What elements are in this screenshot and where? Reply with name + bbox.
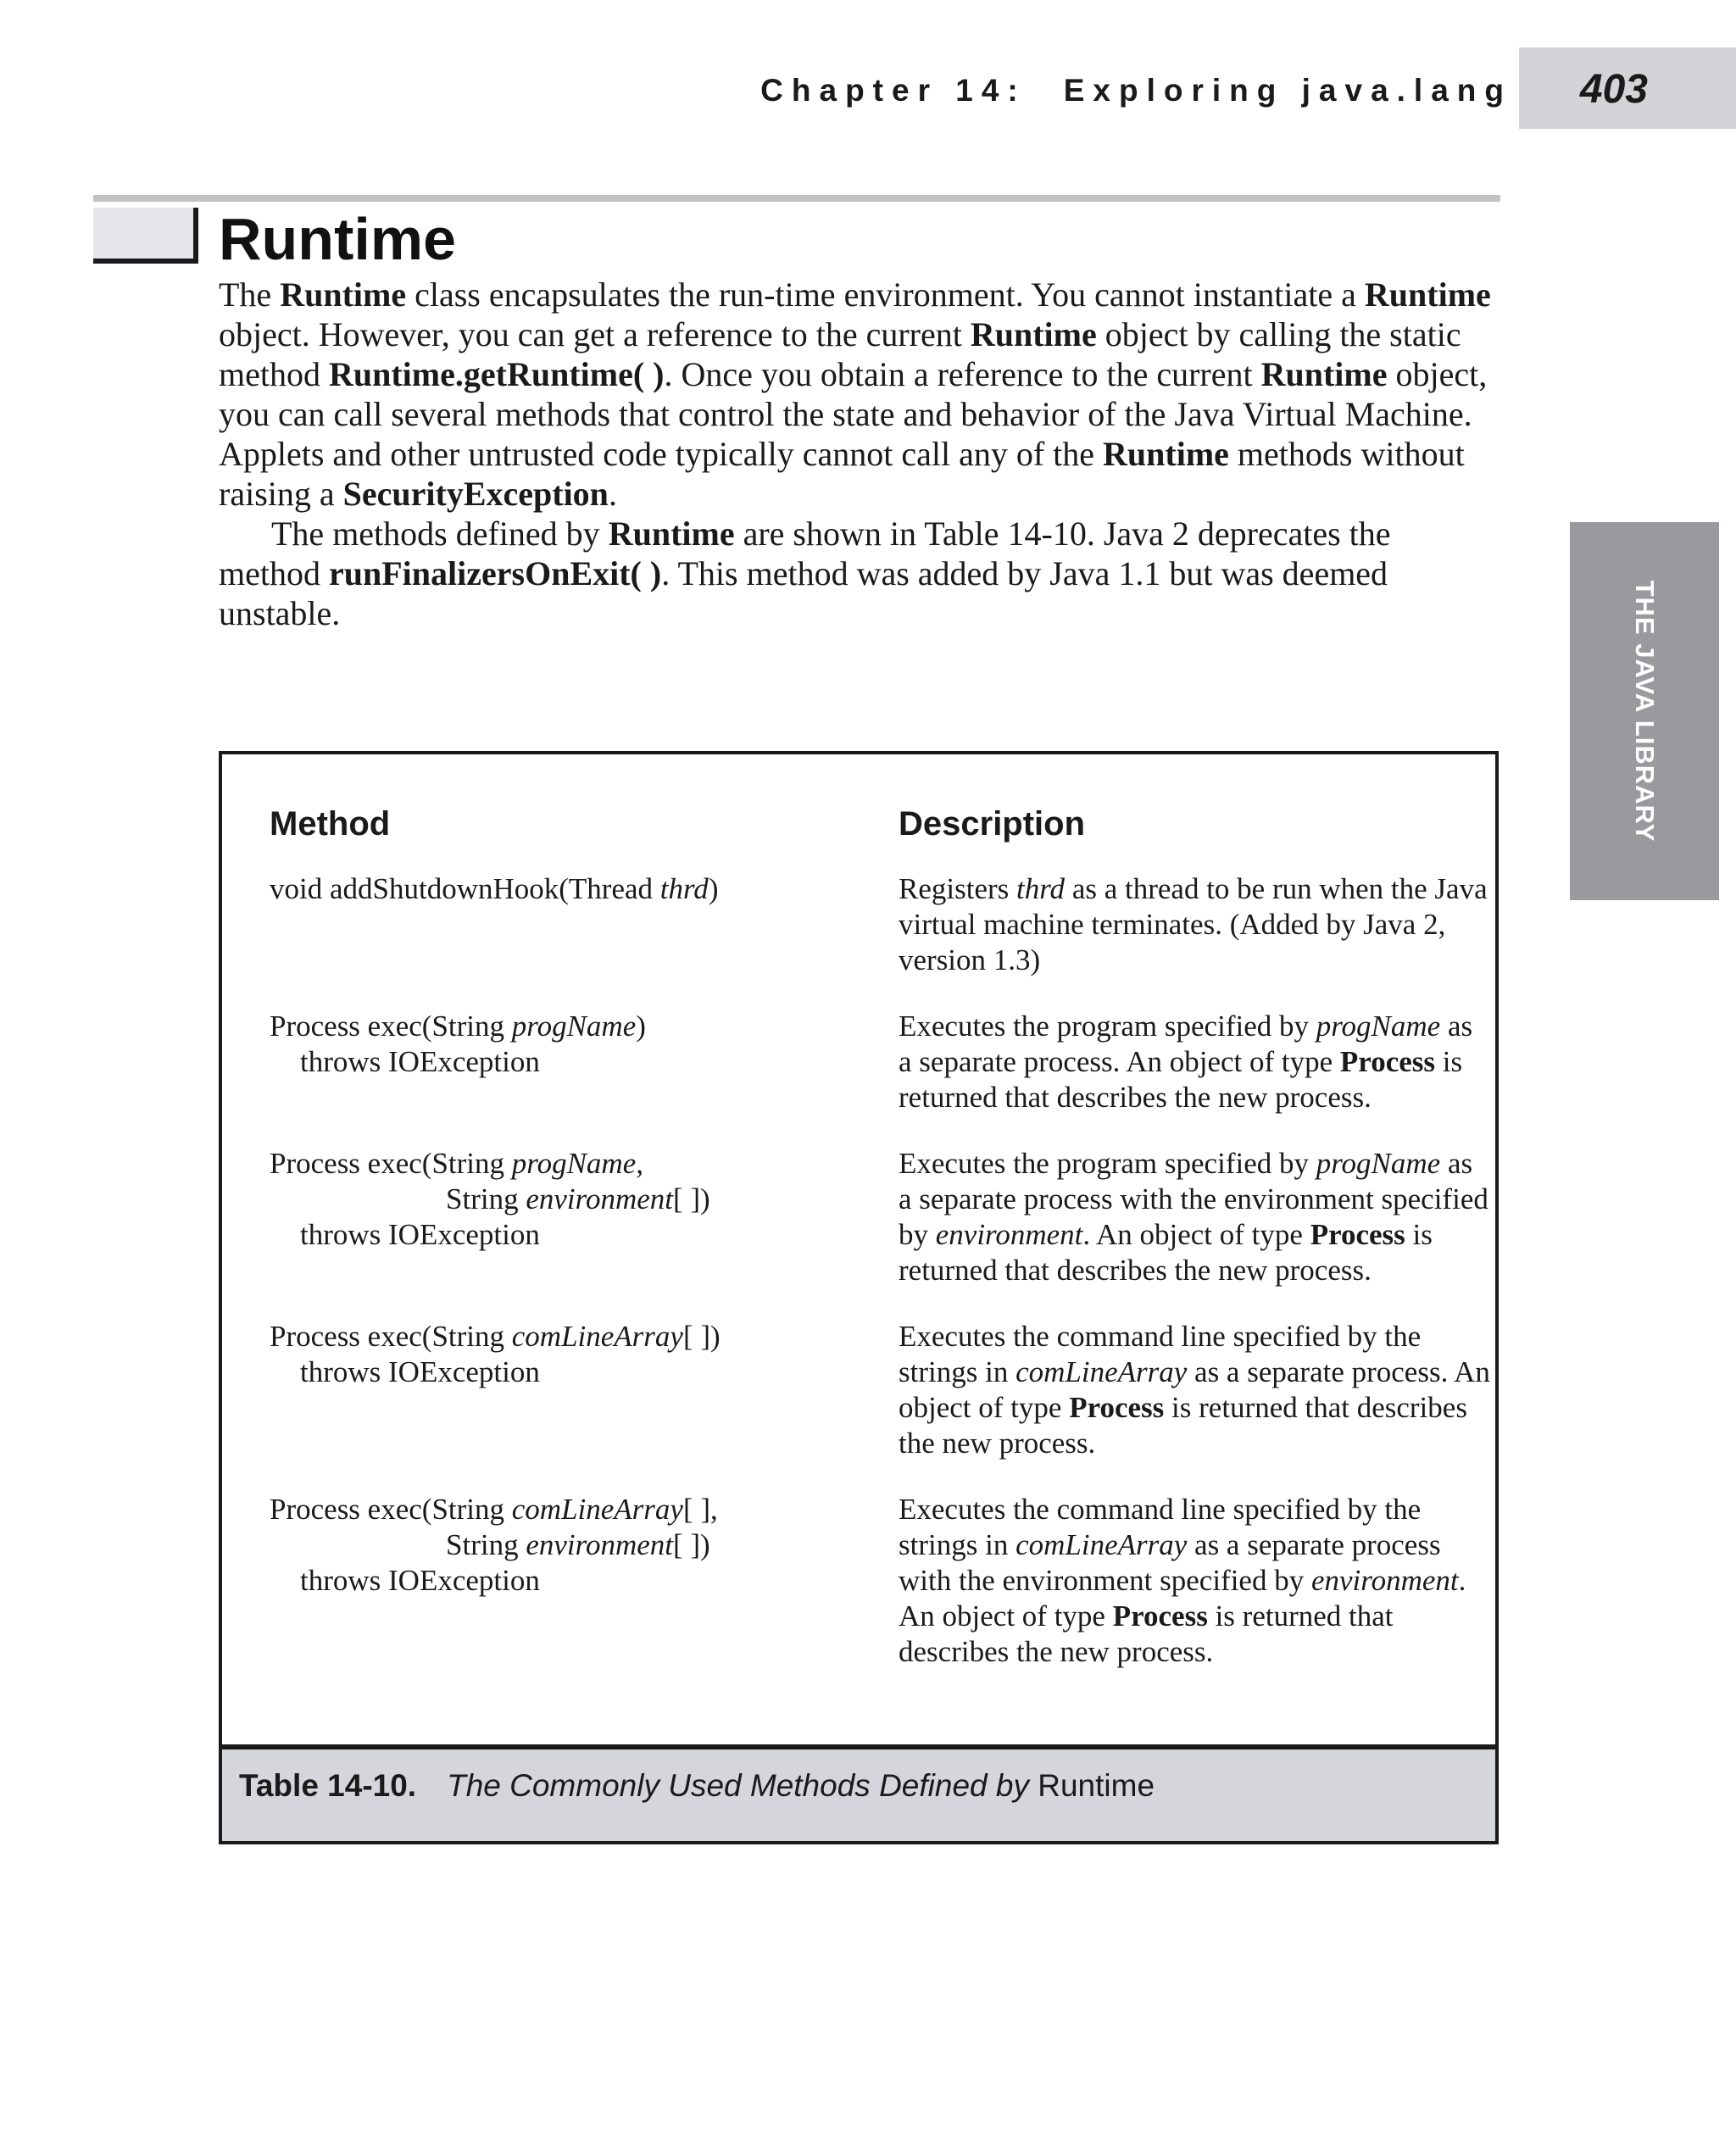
text-run: . This method was added by Java 1.1 but was deemed unstable. <box>219 554 1388 632</box>
running-head <box>760 73 1512 108</box>
italic-term: progName <box>1316 1010 1441 1043</box>
bold-term: Runtime.getRuntime( ) <box>328 355 665 393</box>
text-run: Executes the program specified by <box>899 1147 1316 1180</box>
text-run: as a separate process with the environment specified by <box>899 1528 1441 1597</box>
method-line <box>270 1527 863 1563</box>
text-run: . <box>608 475 617 513</box>
method-line <box>270 1146 863 1182</box>
table-header <box>270 805 1461 843</box>
table-row <box>270 1009 1473 1115</box>
text-run: The methods defined by <box>271 515 609 553</box>
chapter-title: Exploring java.lang <box>1063 73 1512 108</box>
text-run: . An object of type <box>899 1564 1466 1633</box>
text-run: . Once you obtain a reference to the current <box>664 355 1261 393</box>
text-run: Process exec(String <box>270 1010 512 1043</box>
paragraph <box>219 275 1499 514</box>
text-run: Process exec(String <box>270 1493 512 1526</box>
bold-term: Process <box>1310 1218 1405 1251</box>
text-run: class encapsulates the run-time environment. You cannot instantiate a <box>406 275 1365 314</box>
method-signature <box>270 1009 863 1080</box>
method-line <box>270 1182 863 1217</box>
section-title: Runtime <box>219 206 456 272</box>
italic-term: comLineArray <box>1015 1355 1188 1388</box>
method-line <box>270 1319 863 1354</box>
side-tab <box>1570 522 1719 900</box>
text-run: as a separate process with the environment specified by <box>899 1147 1488 1251</box>
italic-term: progName <box>511 1010 637 1043</box>
bold-term: Runtime <box>1364 275 1491 314</box>
method-line <box>270 1009 863 1044</box>
section-rule <box>93 195 1500 202</box>
text-run: . An object of type <box>1082 1218 1310 1251</box>
section-marker-icon <box>93 208 198 264</box>
bold-term: Runtime <box>970 315 1097 353</box>
text-run: throws IOException <box>300 1045 540 1078</box>
text-run: , <box>636 1147 643 1180</box>
caption-title: The Commonly Used Methods Defined by <box>447 1768 1029 1803</box>
text-run: object. However, you can get a reference to the current <box>219 315 971 353</box>
text-run: are shown in Table 14-10. Java 2 deprecates the method <box>219 515 1391 592</box>
text-run: The <box>219 275 281 314</box>
italic-term: environment <box>935 1218 1083 1251</box>
text-run: ) <box>708 872 719 905</box>
body-text <box>219 275 1499 633</box>
table-row <box>270 1319 1490 1461</box>
italic-term: progName <box>511 1147 637 1180</box>
method-line <box>270 1217 863 1253</box>
text-run: void addShutdownHook(Thread <box>270 872 660 905</box>
italic-term: environment <box>526 1528 673 1561</box>
text-run: throws IOException <box>300 1355 540 1388</box>
text-run: [ ]) <box>682 1320 721 1353</box>
bold-term: Process <box>1112 1599 1208 1633</box>
text-run: as a separate process. An object of type <box>899 1355 1490 1424</box>
table-row <box>270 1492 1466 1670</box>
method-line <box>270 871 863 907</box>
text-run: methods without raising a <box>219 435 1465 513</box>
method-signature <box>270 1319 863 1390</box>
method-description <box>899 1146 1492 1288</box>
text-run: throws IOException <box>300 1564 540 1597</box>
text-run: Executes the command line specified by the strings in <box>899 1320 1422 1388</box>
italic-term: environment <box>1310 1564 1459 1597</box>
text-run: is returned that describes the new process. <box>899 1218 1433 1287</box>
italic-term: thrd <box>659 872 709 905</box>
text-run: is returned that describes the new process. <box>899 1391 1467 1460</box>
bold-term: SecurityException <box>342 475 609 513</box>
text-run: Registers <box>899 872 1017 905</box>
text-run: object by calling the static method <box>219 315 1461 393</box>
bold-term: runFinalizersOnExit( ) <box>328 554 662 592</box>
table-row <box>270 871 1488 978</box>
italic-term: comLineArray <box>1015 1528 1188 1561</box>
method-description <box>899 1492 1492 1670</box>
text-run: is returned that describes the new process. <box>899 1599 1394 1668</box>
method-line <box>270 1354 863 1390</box>
side-tab-label: THE JAVA LIBRARY <box>1630 580 1660 843</box>
bold-term: Runtime <box>1260 355 1388 393</box>
chapter-label: Chapter 14: <box>760 73 1027 108</box>
caption-label: Table 14-10. <box>239 1768 417 1803</box>
column-header-method: Method <box>270 805 391 843</box>
text-run: [ ]) <box>672 1182 710 1215</box>
method-description <box>899 1009 1492 1115</box>
italic-term: progName <box>1316 1147 1441 1180</box>
method-description <box>899 1319 1492 1461</box>
table-body <box>270 871 1490 1670</box>
text-run: String <box>446 1182 526 1215</box>
method-signature <box>270 1492 863 1599</box>
text-run: ) <box>636 1010 646 1043</box>
text-run: Process exec(String <box>270 1320 512 1353</box>
method-signature <box>270 1146 863 1253</box>
column-header-description: Description <box>899 805 1086 843</box>
caption-class: Runtime <box>1038 1768 1155 1803</box>
italic-term: environment <box>526 1182 673 1215</box>
text-run: [ ]) <box>672 1528 710 1561</box>
text-run: throws IOException <box>300 1218 540 1251</box>
text-run: String <box>446 1528 526 1561</box>
italic-term: comLineArray <box>511 1493 683 1526</box>
bold-term: Process <box>1339 1045 1436 1078</box>
bold-term: Process <box>1069 1391 1165 1424</box>
bold-term: Runtime <box>280 275 407 314</box>
method-line <box>270 1563 863 1599</box>
text-run: object, you can call several methods that control the state and behavior of the Java Virtual Machine. Applets and other untrusted code typically cannot call any of the <box>219 355 1488 473</box>
method-signature <box>270 871 863 907</box>
text-run: is returned that describes the new process. <box>899 1045 1463 1114</box>
methods-table <box>219 751 1499 1844</box>
text-run: [ ], <box>682 1493 718 1526</box>
text-run: Executes the command line specified by the strings in <box>899 1493 1422 1561</box>
method-line <box>270 1492 863 1527</box>
method-description <box>899 871 1492 978</box>
text-run: as a separate process. An object of type <box>899 1010 1473 1078</box>
italic-term: comLineArray <box>511 1320 683 1353</box>
table-row <box>270 1146 1488 1288</box>
paragraph <box>219 514 1499 633</box>
bold-term: Runtime <box>608 515 735 553</box>
bold-term: Runtime <box>1103 435 1229 473</box>
text-run: as a thread to be run when the Java virtual machine terminates. (Added by Java 2, version 1.3) <box>899 872 1488 976</box>
table-caption <box>222 1744 1495 1841</box>
page-number: 403 <box>1579 67 1648 112</box>
italic-term: thrd <box>1016 872 1066 905</box>
method-line <box>270 1044 863 1080</box>
text-run: Executes the program specified by <box>899 1010 1316 1043</box>
text-run: Process exec(String <box>270 1147 512 1180</box>
